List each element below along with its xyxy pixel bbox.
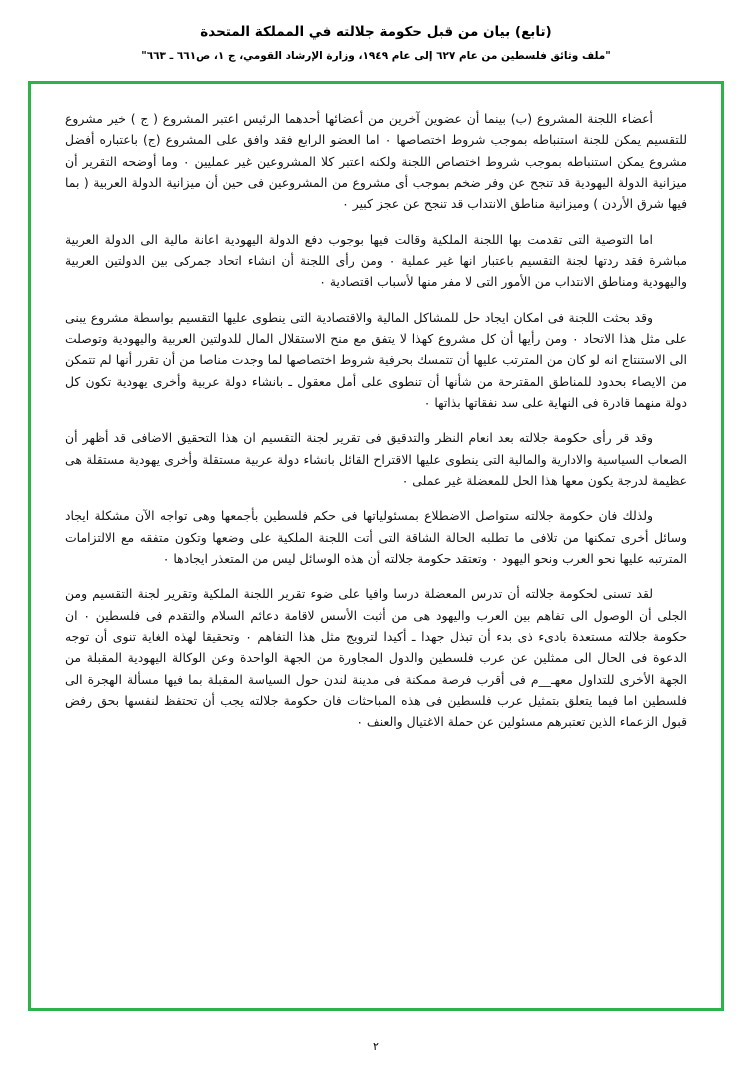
page-title: (تابع) بيان من قبل حكومة جلالته في المملكة المتحدة xyxy=(200,24,552,40)
paragraph: أعضاء اللجنة المشروع (ب) بينما أن عضوين آخرين من أعضائها أحدهما الرئيس اعتبر المشروع ( ج ) خير مشروع للتقسيم يمكن للجنة استنباطه بموجب شروط اختصاصها ٠ اما العضو الرابع فقد وافق على المشروع (ج) باعتباره أفضل مشروع يمكن استنباطه بموجب شروط اختصاص اللجنة ولكنه اعتبر كلا المشروعين غير عمليين ٠ وما أوضحه التقرير أن ميزانية الدولة اليهودية قد تنجح عن وفر ضخم بموجب أى مشروع من المشروعين فى حين أن ميزانية الدولة العربية ( بما فيها شرق الأردن ) وميزانية مناطق الانتداب قد تنجح عن عجز كبير ٠ xyxy=(65,111,688,212)
document-header xyxy=(28,22,724,65)
source-citation: "ملف وثائق فلسطين من عام ٦٢٧ إلى عام ١٩٤٩، وزارة الإرشاد القومي، ج ١، ص٦٦١ ـ ٦٦٣" xyxy=(141,50,611,63)
paragraph: ولذلك فان حكومة جلالته ستواصل الاضطلاع بمسئولياتها فى حكم فلسطين بأجمعها وهى تواجه الآن مشكلة ايجاد وسائل أخرى تمكنها من تلافى ما تطلبه الحالة الشاقة التى أتت اللجنة الملكية على وضعها وتكون متفقه مع الالتزامات المترتبه عليها نحو العرب ونحو اليهود ٠ وتعتقد حكومة جلالته أن هذه الوسائل ليس من المتعذر ايجادها ٠ xyxy=(65,508,687,566)
paragraph: وقد قر رأى حكومة جلالته بعد انعام النظر والتدقيق فى تقرير لجنة التقسيم ان هذا التحقيق الاضافى قد أظهر أن الصعاب السياسية والادارية والمالية التى ينطوى عليها الاقتراح القائل بانشاء دولة عربية مستقلة وأخرى يهودية مستقلة هى عظيمة لدرجة يكون معها هذا الحل للمعضلة غير عملى ٠ xyxy=(65,430,687,488)
document-body xyxy=(65,108,687,733)
page-number: ٢ xyxy=(373,1040,379,1053)
paragraph: وقد بحثت اللجنة فى امكان ايجاد حل للمشاكل المالية والاقتصادية التى ينطوى عليها التقسيم بواسطة مشروع يبنى على مثل هذا الاتحاد ٠ ومن رأيها أن كل مشروع كهذا لا يتفق مع منح الاستقلال المال للدولتين العربية واليهودية وتوصلت الى الاستنتاج انه لو كان من المترتب عليها أن تتمسك بحرفية شروط اختصاصها لما وجدت مناصا من أن تقرر أنها لم تتمكن من الايصاء بحدود للمناطق المقترحة من شأنها أن تنطوى على أمل معقول ـ بانشاء دولة عربية وأخرى يهودية تكون كل دولة منهما قادرة فى النهاية على سد نفقاتها بذاتها ٠ xyxy=(65,309,687,410)
paragraph: لقد تسنى لحكومة جلالته أن تدرس المعضلة درسا وافيا على ضوء تقرير اللجنة الملكية وتقرير لجنة التقسيم ومن الجلى أن الوصول الى تفاهم بين العرب واليهود هى من أثبت الأسس لاقامة دعائم السلام والتقدم فى فلسطين ٠ ان حكومة جلالته مستعدة بادىء ذى بدء أن تبذل جهدا ـ أكيدا لترويج مثل هذا التفاهم ٠ وتحقيقا لهذه الغاية تنوى أن توجه الدعوة فى الحال الى ممثلين عن عرب فلسطين والدول المجاورة من الجهة الواحدة وعن الوكالة اليهودية المقبلة من الجهة الأخرى للتداول معهـ__م فى أقرب فرصة ممكنة فى مدينة لندن حول السياسة المقبلة بما فيها مسألة الهجرة الى فلسطين اما فيما يتعلق بتمثيل عرب فلسطين فى هذه المباحثات فان حكومة جلالته يجب أن تحتفظ لنفسها بحق رفض قبول الزعماء الذين تعتبرهم مسئولين عن حملة الاغتيال والعنف ٠ xyxy=(65,586,688,730)
paragraph: اما التوصية التى تقدمت بها اللجنة الملكية وقالت فيها بوجوب دفع الدولة اليهودية اعانة مالية الى الدولة العربية مباشرة فقد ردتها لجنة التقسيم باعتبار انها غير عملية ٠ ومن رأى اللجنة أن انشاء اتحاد جمركى بين الدولتين العربية واليهودية ومناطق الانتداب من الأمور التى لا مفر منها لأسباب اقتصادية ٠ xyxy=(65,231,688,290)
content-frame xyxy=(28,81,724,1011)
